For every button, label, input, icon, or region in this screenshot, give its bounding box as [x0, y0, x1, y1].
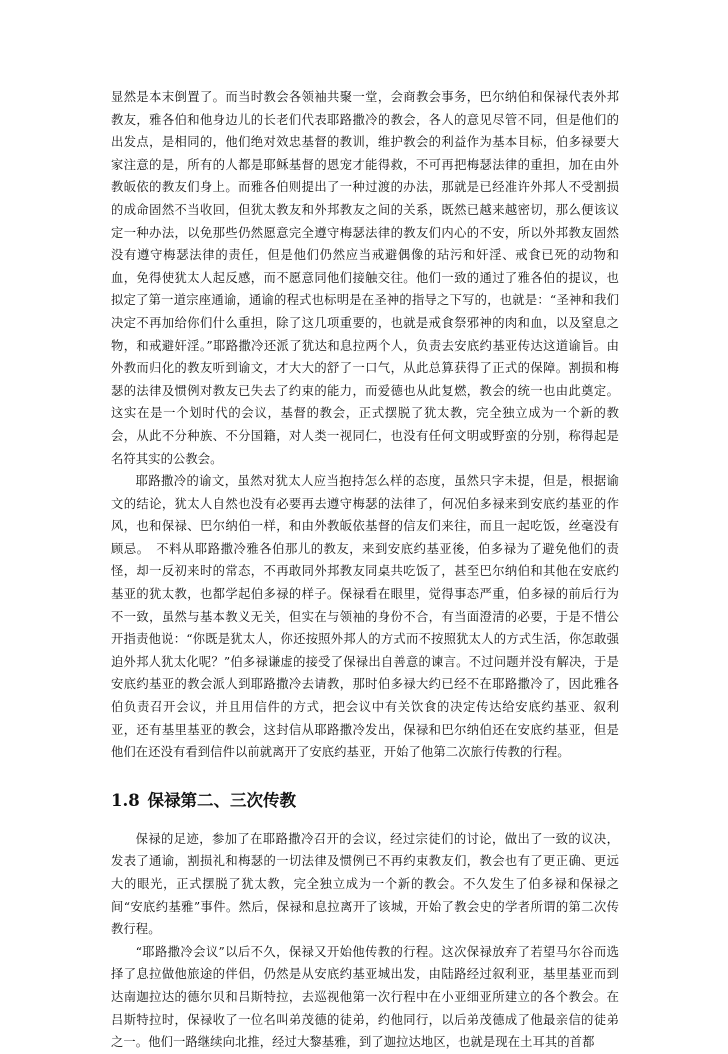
section-paragraph-2: “耶路撒冷会议”以后不久，保禄又开始他传教的行程。这次保禄放弃了若望马尔谷而选择了息拉做他旅途的伴侣，仍然是从安底约基亚城出发，由陆路经过叙利亚，基里基亚而到达南迦拉达的德尔贝和吕斯特拉，去巡视他第一次行程中在小亚细亚所建立的各个教会。在吕斯特拉时，保禄收了一位名叫弟茂德的徒弟，约他同行，以后弟茂德成了他最亲信的徒弟之一。他们一路继续向北推，经过大黎基雅，到了迦拉达地区，也就是现在土耳其的首都 — [111, 944, 619, 1050]
section-paragraph-1: 保禄的足迹，参加了在耶路撒冷召开的会议，经过宗徒们的讨论，做出了一致的议决，发表了通谕，割损礼和梅瑟的一切法律及惯例已不再约束教友们，教会也有了更正确、更远大的眼光，正式摆脱了犹太教，完全独立成为一个新的教会。不久发生了伯多禄和保禄之间“安底约基雅”事件。然后，保禄和息拉离开了该城，开始了教会史的学者所谓的第二次传教行程。 — [111, 831, 619, 937]
section-title: 保禄第二、三次传教 — [147, 790, 296, 810]
body-paragraph-1: 显然是本末倒置了。而当时教会各领袖共聚一堂，会商教会事务，巴尔纳伯和保禄代表外邦教友，雅各伯和他身边儿的长老们代表耶路撒冷的教会，各人的意见尽管不同，但是他们的出发点，是相同的，他们绝对效忠基督的教训，维护教会的利益作为基本目标，伯多禄要大家注意的是，所有的人都是耶稣基督的恩宠才能得救，不可再把梅瑟法律的重担，加在由外教皈依的教友们身上。而雅各伯则提出了一种过渡的办法，那就是已经准许外邦人不受割损的成命固然不当收回，但犹太教友和外邦教友之间的关系，既然已越来越密切，那么便该议定一种办法，以免那些仍然愿意完全遵守梅瑟法律的教友们内心的不安，所以外邦教友固然没有遵守梅瑟法律的责任，但是他们仍然应当戒避偶像的玷污和奸淫、戒食已死的动物和血，免得使犹太人起反感，而不愿意同他们接触交往。他们一致的通过了雅各伯的提议，也拟定了第一道宗座通谕，通谕的程式也标明是在圣神的指导之下写的，也就是：“圣神和我们决定不再加给你们什么重担，除了这几项重要的，也就是戒食祭邪神的肉和血，以及窒息之物，和戒避奸淫。”耶路撒冷还派了犹达和息拉两个人，负责去安底约基亚传达这道谕旨。由外教而归化的教友听到谕文，才大大的舒了一口气，从此总算获得了正式的保障。割损和梅瑟的法律及惯例对教友已失去了约束的能力，而爱德也从此复燃，教会的统一也由此奠定。这实在是一个划时代的会议，基督的教会，正式摆脱了犹太教，完全独立成为一个新的教会，从此不分种族、不分国籍，对人类一视同仁，也没有任何文明或野蛮的分别，称得起是名符其实的公教会。 — [111, 90, 619, 466]
document-page — [111, 86, 619, 1054]
section-heading — [111, 788, 619, 814]
section-number: 1.8 — [111, 790, 140, 810]
body-paragraph-2: 耶路撒冷的谕文，虽然对犹太人应当抱持怎么样的态度，虽然只字未提，但是，根据谕文的结论，犹太人自然也没有必要再去遵守梅瑟的法律了，何况伯多禄来到安底约基亚的作风，也和保禄、巴尔纳伯一样，和由外教皈依基督的信友们来往，而且一起吃饭，丝毫没有顾忌。 不料从耶路撒冷雅各伯那儿的教友，来到安底约基亚後，伯多禄为了避免他们的责怪，却一反初来时的常态，不再敢同外邦教友同桌共吃饭了，甚至巴尔纳伯和其他在安底约基亚的犹太教，也都学起伯多禄的样子。保禄看在眼里，觉得事态严重，伯多禄的前后行为不一致，虽然与基本教义无关，但实在与领袖的身份不合，有当面澄清的必要，于是不惜公开指责他说：“你既是犹太人，你还按照外邦人的方式而不按照犹太人的方式生活，你怎敢强迫外邦人犹太化呢？”伯多禄谦虚的接受了保禄出自善意的谏言。不过问题并没有解决，于是安底约基亚的教会派人到耶路撒冷去请教，那时伯多禄大约已经不在耶路撒冷了，因此雅各伯负责召开会议，并且用信件的方式，把会议中有关饮食的决定传达给安底约基亚、叙利亚，还有基里基亚的教会，这封信从耶路撒冷发出，保禄和巴尔纳伯还在安底约基亚，但是他们在还没有看到信件以前就离开了安底约基亚，开始了他第二次旅行传教的行程。 — [111, 474, 619, 760]
